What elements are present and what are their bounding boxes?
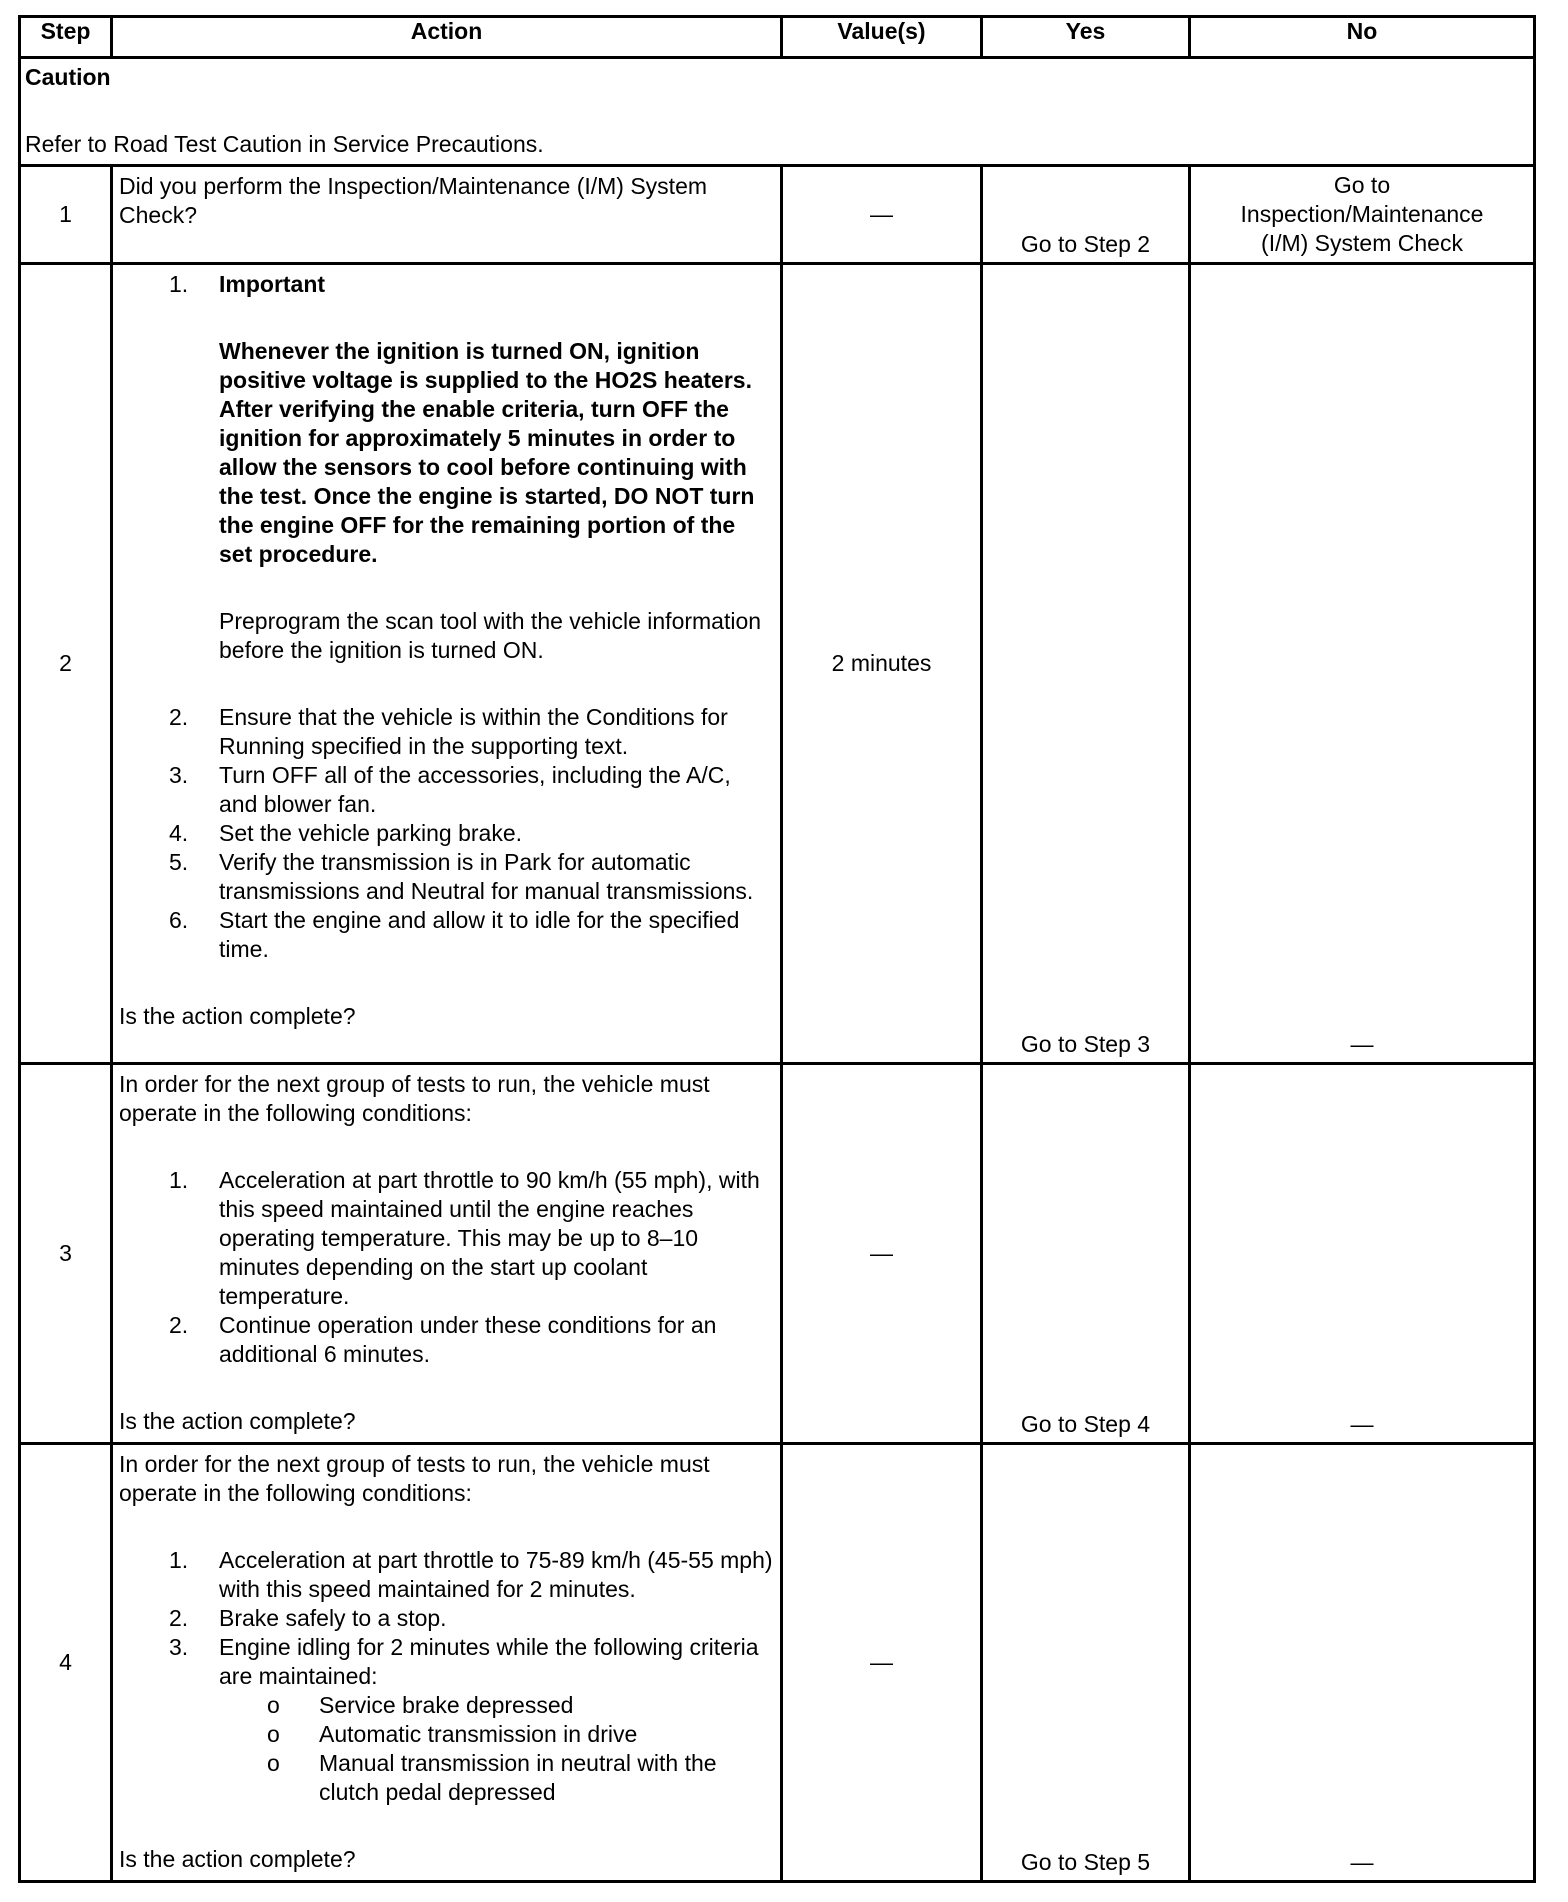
yes-cell	[982, 1064, 1190, 1444]
action-list	[119, 1546, 774, 1807]
important-text: Whenever the ignition is turned ON, ignition positive voltage is supplied to the HO2S heaters. After verifying the enable criteria, turn OFF the ignition for approximately 5 minutes in order to allow the sensors to cool before continuing with the test. Once the engine is started, DO NOT turn the engine OFF for the remaining portion of the set procedure.	[219, 338, 755, 567]
list-number: 1.	[169, 271, 189, 297]
bullet-icon: o	[267, 1750, 280, 1776]
list-item: 5. Verify the transmission is in Park for automatic transmissions and Neutral for manual transmissions.	[169, 849, 754, 904]
step-number: 2	[20, 264, 112, 1064]
header-no: No	[1190, 17, 1535, 58]
header-action: Action	[112, 17, 782, 58]
no-value: —	[1350, 1031, 1374, 1057]
list-item: 1. Acceleration at part throttle to 75-89 km/h (45-55 mph) with this speed maintained for 2 minutes.	[169, 1547, 773, 1602]
header-values: Value(s)	[782, 17, 982, 58]
value-cell: —	[782, 166, 982, 264]
caution-text: Refer to Road Test Caution in Service Precautions.	[25, 131, 544, 157]
value-cell: —	[782, 1444, 982, 1882]
list-item: 1. Acceleration at part throttle to 90 km/h (55 mph), with this speed maintained until the engine reaches operating temperature. This may be up to 8–10 minutes depending on the start up coolant temperature.	[169, 1167, 760, 1309]
no-value: —	[1350, 1411, 1374, 1437]
no-link[interactable]	[1191, 171, 1533, 258]
diagnostic-procedure	[18, 15, 1533, 1883]
list-item	[119, 270, 774, 665]
yes-cell	[982, 1444, 1190, 1882]
preprogram-text: Preprogram the scan tool with the vehicle information before the ignition is turned ON.	[219, 608, 762, 663]
no-line: Go to	[1333, 172, 1391, 198]
intro-text: In order for the next group of tests to run, the vehicle must operate in the following conditions:	[119, 1451, 710, 1506]
no-line: (I/M) System Check	[1261, 230, 1463, 256]
step-number: 4	[20, 1444, 112, 1882]
yes-link[interactable]: Go to Step 5	[1020, 1849, 1151, 1875]
no-cell	[1190, 264, 1535, 1064]
yes-cell	[982, 166, 1190, 264]
action-cell	[112, 1064, 782, 1444]
no-value: —	[1350, 1849, 1374, 1875]
step-number: 1	[20, 166, 112, 264]
list-item: 3. Turn OFF all of the accessories, including the A/C, and blower fan.	[169, 762, 731, 817]
caution-title: Caution	[25, 64, 111, 90]
table-row-step-3	[20, 1064, 1535, 1444]
sub-list-item: o Manual transmission in neutral with the clutch pedal depressed	[267, 1750, 717, 1805]
header-row	[20, 17, 1535, 58]
list-item: 4. Set the vehicle parking brake.	[169, 820, 523, 846]
question-text: Is the action complete?	[119, 1846, 356, 1872]
list-item: 3. Engine idling for 2 minutes while the following criteria are maintained: o Service brake depressed o Automatic transmission in drive o Manual transmission in neutral with the clutch pedal depressed	[119, 1633, 774, 1807]
diagnostic-table	[18, 15, 1536, 1883]
sub-list-item: o Automatic transmission in drive	[267, 1721, 638, 1747]
bullet-icon: o	[267, 1692, 280, 1718]
sub-list-item: o Service brake depressed	[267, 1692, 574, 1718]
yes-cell	[982, 264, 1190, 1064]
question-text: Is the action complete?	[119, 1408, 356, 1434]
table-row-step-4	[20, 1444, 1535, 1882]
yes-link[interactable]: Go to Step 3	[1020, 1031, 1151, 1057]
list-item: 2. Brake safely to a stop.	[169, 1605, 447, 1631]
table-row-step-1	[20, 166, 1535, 264]
caution-cell	[20, 58, 1535, 166]
bullet-icon: o	[267, 1721, 280, 1747]
no-cell	[1190, 1444, 1535, 1882]
action-text: Did you perform the Inspection/Maintenance (I/M) System Check?	[119, 173, 708, 228]
list-item: 2. Ensure that the vehicle is within the Conditions for Running specified in the supporting text.	[169, 704, 728, 759]
table-row-step-2	[20, 264, 1535, 1064]
no-line: Inspection/Maintenance	[1240, 201, 1484, 227]
important-label: Important	[219, 271, 326, 297]
list-item: 2. Continue operation under these conditions for an additional 6 minutes.	[169, 1312, 717, 1367]
value-cell: —	[782, 1064, 982, 1444]
sub-list	[219, 1691, 774, 1807]
action-cell	[112, 1444, 782, 1882]
action-list	[119, 1166, 774, 1369]
yes-link[interactable]: Go to Step 4	[1020, 1411, 1151, 1437]
action-list	[119, 270, 774, 964]
value-cell: 2 minutes	[782, 264, 982, 1064]
header-yes: Yes	[982, 17, 1190, 58]
caution-row	[20, 58, 1535, 166]
intro-text: In order for the next group of tests to run, the vehicle must operate in the following conditions:	[119, 1071, 710, 1126]
step-number: 3	[20, 1064, 112, 1444]
yes-link[interactable]: Go to Step 2	[1020, 231, 1151, 257]
header-step: Step	[20, 17, 112, 58]
action-cell	[112, 264, 782, 1064]
action-cell	[112, 166, 782, 264]
question-text: Is the action complete?	[119, 1003, 356, 1029]
no-cell	[1190, 1064, 1535, 1444]
no-cell	[1190, 166, 1535, 264]
list-item: 6. Start the engine and allow it to idle for the specified time.	[169, 907, 740, 962]
